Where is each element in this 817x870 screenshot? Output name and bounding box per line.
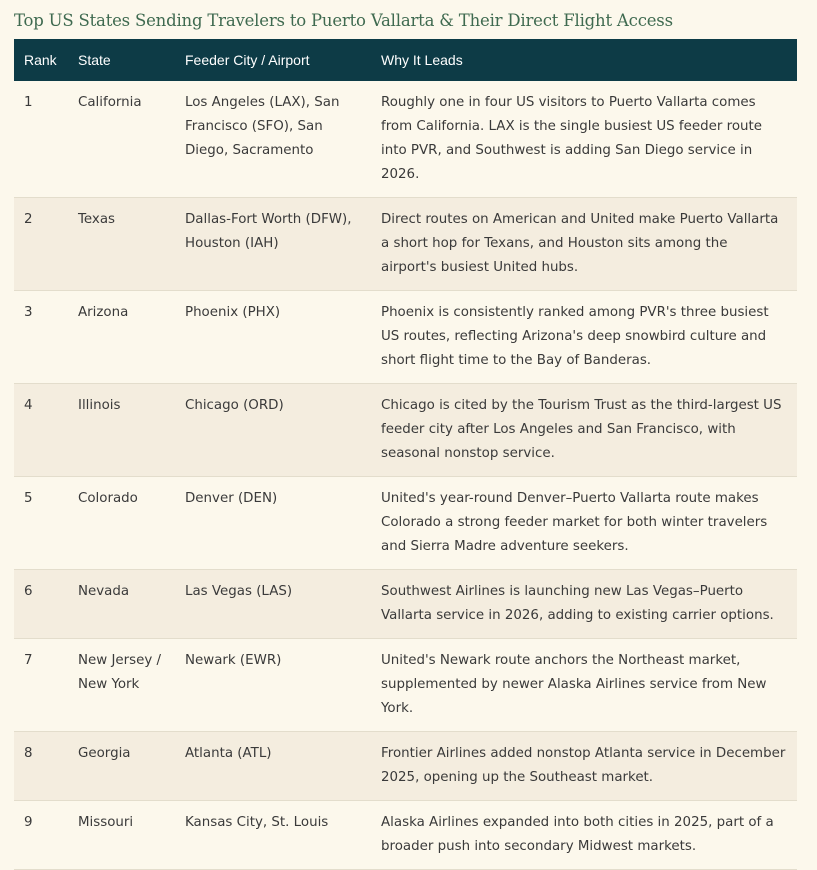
why-cell: Southwest Airlines is launching new Las Vegas–Puerto Vallarta service in 2026, adding to existing carrier options.: [371, 570, 797, 639]
why-cell: Chicago is cited by the Tourism Trust as the third-largest US feeder city after Los Angeles and San Francisco, with seasonal nonstop service.: [371, 384, 797, 477]
state-cell: Missouri: [68, 801, 175, 870]
table-row: [14, 639, 797, 732]
rank-cell: 1: [14, 81, 68, 198]
why-cell: Roughly one in four US visitors to Puerto Vallarta comes from California. LAX is the single busiest US feeder route into PVR, and Southwest is adding San Diego service in 2026.: [371, 81, 797, 198]
table-row: [14, 801, 797, 870]
state-cell: California: [68, 81, 175, 198]
table-row: [14, 384, 797, 477]
column-header-rank: Rank: [24, 52, 57, 68]
feeder-cell: Los Angeles (LAX), San Francisco (SFO), San Diego, Sacramento: [175, 81, 371, 198]
feeder-cell: Phoenix (PHX): [175, 291, 371, 384]
feeder-cell: Dallas-Fort Worth (DFW), Houston (IAH): [175, 198, 371, 291]
why-cell: United's year-round Denver–Puerto Vallarta route makes Colorado a strong feeder market for both winter travelers and Sierra Madre adventure seekers.: [371, 477, 797, 570]
why-cell: Frontier Airlines added nonstop Atlanta service in December 2025, opening up the Southeast market.: [371, 732, 797, 801]
header-row: [14, 39, 797, 81]
state-cell: Illinois: [68, 384, 175, 477]
table-row: [14, 477, 797, 570]
rank-cell: 6: [14, 570, 68, 639]
state-cell: Arizona: [68, 291, 175, 384]
feeder-cell: Kansas City, St. Louis: [175, 801, 371, 870]
why-cell: Phoenix is consistently ranked among PVR's three busiest US routes, reflecting Arizona's deep snowbird culture and short flight time to the Bay of Banderas.: [371, 291, 797, 384]
feeder-cell: Chicago (ORD): [175, 384, 371, 477]
rank-cell: 8: [14, 732, 68, 801]
state-cell: Georgia: [68, 732, 175, 801]
rank-cell: 9: [14, 801, 68, 870]
feeder-cell: Las Vegas (LAS): [175, 570, 371, 639]
why-cell: United's Newark route anchors the Northeast market, supplemented by newer Alaska Airlines service from New York.: [371, 639, 797, 732]
table-row: [14, 81, 797, 198]
column-header-feeder: Feeder City / Airport: [185, 52, 310, 68]
why-cell: Direct routes on American and United make Puerto Vallarta a short hop for Texans, and Houston sits among the airport's busiest United hubs.: [371, 198, 797, 291]
rank-cell: 5: [14, 477, 68, 570]
states-table: [14, 39, 797, 870]
feeder-cell: Denver (DEN): [175, 477, 371, 570]
rank-cell: 2: [14, 198, 68, 291]
table-row: [14, 570, 797, 639]
feeder-cell: Atlanta (ATL): [175, 732, 371, 801]
table-row: [14, 291, 797, 384]
state-cell: New Jersey / New York: [68, 639, 175, 732]
page-title: Top US States Sending Travelers to Puerto Vallarta & Their Direct Flight Access: [14, 11, 673, 30]
why-cell: Alaska Airlines expanded into both cities in 2025, part of a broader push into secondary Midwest markets.: [371, 801, 797, 870]
table-header: [14, 39, 797, 81]
column-header-why: Why It Leads: [381, 52, 463, 68]
state-cell: Colorado: [68, 477, 175, 570]
state-cell: Nevada: [68, 570, 175, 639]
table-row: [14, 198, 797, 291]
table-body: [14, 81, 797, 870]
rank-cell: 4: [14, 384, 68, 477]
state-cell: Texas: [68, 198, 175, 291]
feeder-cell: Newark (EWR): [175, 639, 371, 732]
table-row: [14, 732, 797, 801]
rank-cell: 3: [14, 291, 68, 384]
rank-cell: 7: [14, 639, 68, 732]
column-header-state: State: [78, 52, 111, 68]
